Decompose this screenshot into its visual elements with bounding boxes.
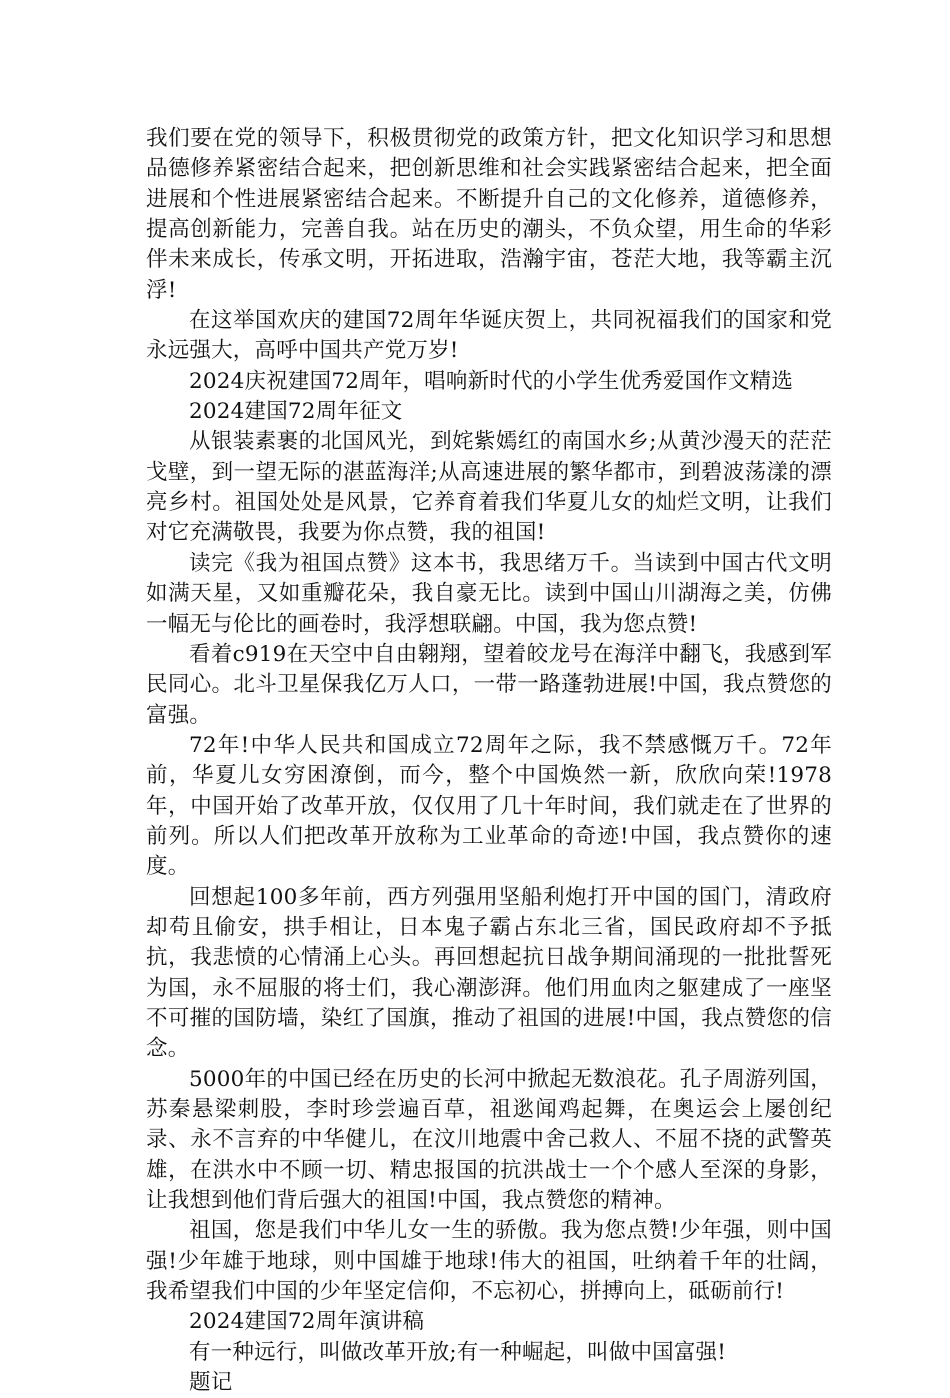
document-page [146, 124, 832, 1398]
paragraph: 回想起100多年前，西方列强用坚船利炮打开中国的国门，清政府却苟且偷安，拱手相让，日本鬼子霸占东北三省，国民政府却不予抵抗，我悲愤的心情涌上心头。再回想起抗日战争期间涌现的一批批誓死为国，永不屈服的将士们，我心潮澎湃。他们用血肉之躯建成了一座坚不可摧的国防墙，染红了国旗，推动了祖国的进展!中国，我点赞您的信念。 [146, 884, 832, 1062]
paragraph-celebration: 在这举国欢庆的建国72周年华诞庆贺上，共同祝福我们的国家和党永远强大，高呼中国共产党万岁! [146, 308, 832, 364]
paragraph: 72年!中华人民共和国成立72周年之际，我不禁感慨万千。72年前，华夏儿女穷困潦倒，而今，整个中国焕然一新，欣欣向荣!1978年，中国开始了改革开放，仅仅用了几十年时间，我们就走在了世界的前列。所以人们把改革开放称为工业革命的奇迹!中国，我点赞你的速度。 [146, 732, 832, 880]
paragraph: 祖国，您是我们中华儿女一生的骄傲。我为您点赞!少年强，则中国强!少年雄于地球，则中国雄于地球!伟大的祖国，吐纳着千年的壮阔，我希望我们中国的少年坚定信仰，不忘初心，拼搏向上，砥砺前行! [146, 1218, 832, 1305]
paragraph: 5000年的中国已经在历史的长河中掀起无数浪花。孔子周游列国，苏秦悬梁刺股，李时珍尝遍百草，祖逖闻鸡起舞，在奥运会上屡创纪录、永不言弃的中华健儿，在汶川地震中舍己救人、不屈不挠的武警英雄，在洪水中不顾一切、精忠报国的抗洪战士一个个感人至深的身影，让我想到他们背后强大的祖国!中国，我点赞您的精神。 [146, 1066, 832, 1214]
paragraph: 看着c919在天空中自由翱翔，望着皎龙号在海洋中翻飞，我感到军民同心。北斗卫星保我亿万人口，一带一路蓬勃进展!中国，我点赞您的富强。 [146, 641, 832, 728]
paragraph: 从银装素裹的北国风光，到姹紫嫣红的南国水乡;从黄沙漫天的茫茫戈壁，到一望无际的湛蓝海洋;从高速进展的繁华都市，到碧波荡漾的漂亮乡村。祖国处处是风景，它养育着我们华夏儿女的灿烂文明，让我们对它充满敬畏，我要为你点赞，我的祖国! [146, 429, 832, 546]
paragraph-continuation: 我们要在党的领导下，积极贯彻党的政策方针，把文化知识学习和思想品德修养紧密结合起来，把创新思维和社会实践紧密结合起来，把全面进展和个性进展紧密结合起来。不断提升自己的文化修养，道德修养，提高创新能力，完善自我。站在历史的潮头，不负众望，用生命的华彩伴未来成长，传承文明，开拓进取，浩瀚宇宙，苍茫大地，我等霸主沉浮! [146, 126, 832, 303]
article-title: 2024庆祝建国72周年，唱响新时代的小学生优秀爱国作文精选 [189, 368, 794, 394]
epigraph: 有一种远行，叫做改革开放;有一种崛起，叫做中国富强! [189, 1339, 727, 1365]
speech-heading: 2024建国72周年演讲稿 [189, 1309, 425, 1335]
epigraph-label: 题记 [189, 1370, 233, 1396]
essay-heading: 2024建国72周年征文 [189, 399, 403, 425]
paragraph: 读完《我为祖国点赞》这本书，我思绪万千。当读到中国古代文明如满天星，又如重瓣花朵，我自豪无比。读到中国山川湖海之美，仿佛一幅无与伦比的画卷时，我浮想联翩。中国，我为您点赞! [146, 550, 832, 637]
